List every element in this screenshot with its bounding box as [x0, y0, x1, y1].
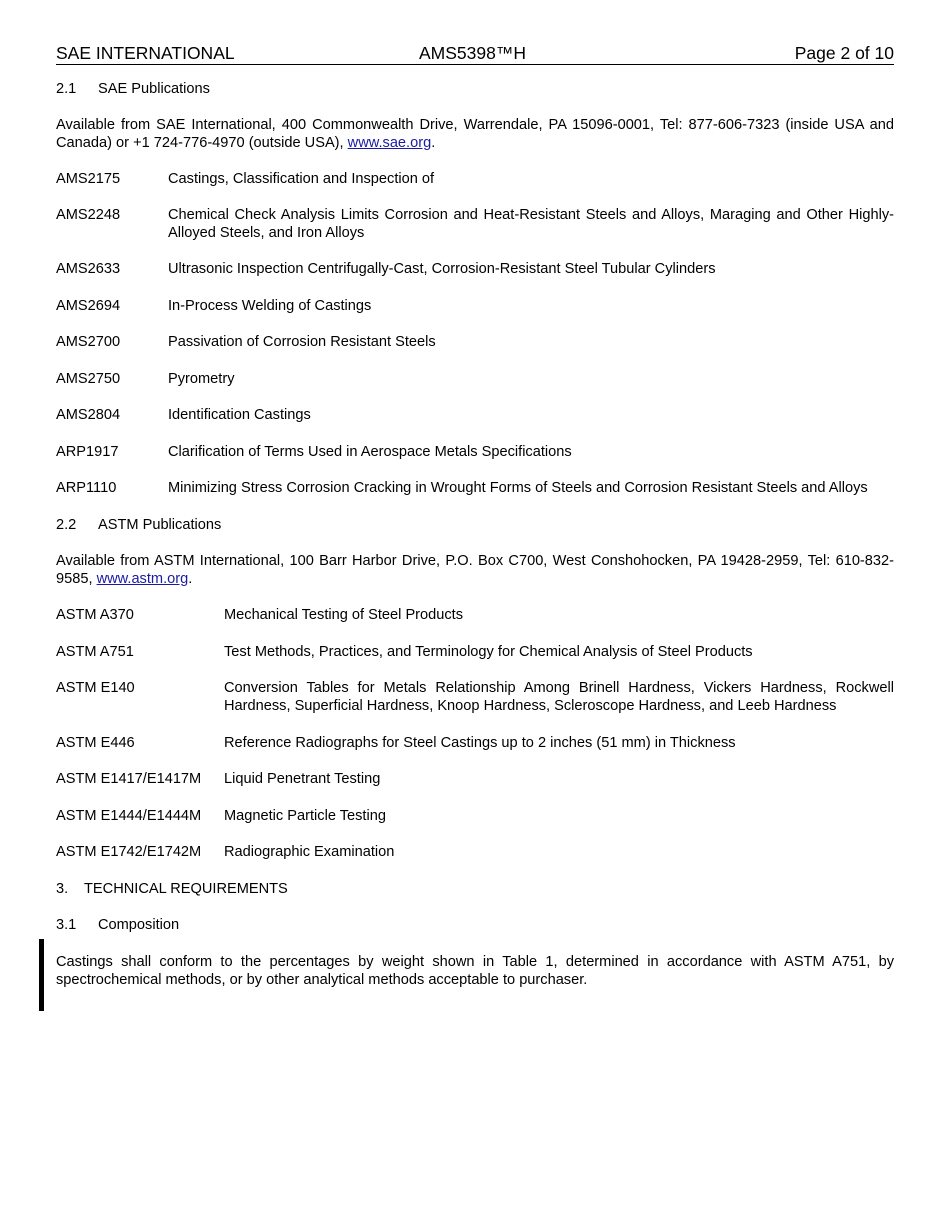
- astm-availability-paragraph: Available from ASTM International, 100 Barr Harbor Drive, P.O. Box C700, West Conshohocken, PA 19428-2959, Tel: 610-832-9585, www.astm.org.: [56, 553, 894, 587]
- reference-title: Magnetic Particle Testing: [224, 807, 386, 824]
- page-header: [56, 43, 894, 65]
- section-2-2-heading: [56, 516, 894, 534]
- reference-code: AMS2175: [56, 171, 121, 187]
- sae-website-link[interactable]: www.sae.org: [347, 135, 432, 151]
- reference-title: Ultrasonic Inspection Centrifugally-Cast, Corrosion-Resistant Steel Tubular Cylinders: [168, 261, 716, 277]
- section-number: 2.1: [56, 81, 77, 97]
- section-title: Composition: [98, 917, 180, 933]
- header-doc-id: AMS5398™H: [419, 43, 526, 63]
- reference-item: [56, 807, 894, 825]
- reference-item: [56, 643, 894, 661]
- reference-title: Identification Castings: [168, 407, 311, 423]
- reference-title: In-Process Welding of Castings: [168, 297, 372, 314]
- reference-code: AMS2694: [56, 297, 121, 314]
- reference-title: Reference Radiographs for Steel Castings up to 2 inches (51 mm) in Thickness: [224, 734, 736, 751]
- reference-item: [56, 370, 894, 388]
- reference-code: ASTM E140: [56, 680, 135, 696]
- section-title: TECHNICAL REQUIREMENTS: [84, 880, 288, 897]
- document-page: [56, 43, 894, 989]
- astm-intro-text: Available from ASTM International, 100 Barr Harbor Drive, P.O. Box C700, West Conshohocken, PA 19428-2959, Tel: 610-832-9585,: [56, 553, 894, 587]
- reference-item: [56, 206, 894, 242]
- reference-title: Liquid Penetrant Testing: [224, 771, 381, 787]
- reference-item: [56, 443, 894, 461]
- section-title: SAE Publications: [98, 81, 210, 97]
- reference-item: [56, 606, 894, 624]
- revision-change-bar: [39, 939, 44, 1011]
- reference-title: Pyrometry: [168, 370, 235, 387]
- reference-code: ARP1110: [56, 480, 117, 496]
- reference-code: AMS2633: [56, 261, 121, 277]
- reference-code: ASTM A370: [56, 607, 134, 623]
- reference-code: ASTM E1742/E1742M: [56, 844, 202, 860]
- section-number: 2.2: [56, 516, 77, 533]
- reference-item: [56, 770, 894, 788]
- section-3-heading: [56, 880, 894, 898]
- reference-title: Conversion Tables for Metals Relationship Among Brinell Hardness, Vickers Hardness, Rockwell Hardness, Superficial Hardness, Knoop Hardness, Scleroscope Hardness, and Leeb Hardness: [224, 680, 894, 714]
- reference-title: Mechanical Testing of Steel Products: [224, 607, 464, 623]
- reference-title: Chemical Check Analysis Limits Corrosion and Heat-Resistant Steels and Alloys, Maraging and Other Highly-Alloyed Steels, and Iron Alloys: [168, 207, 894, 241]
- reference-title: Castings, Classification and Inspection of: [168, 171, 435, 187]
- reference-item: [56, 260, 894, 278]
- reference-code: ASTM E446: [56, 734, 135, 751]
- reference-title: Radiographic Examination: [224, 844, 395, 860]
- reference-code: AMS2700: [56, 334, 121, 350]
- reference-item: [56, 843, 894, 861]
- sae-reference-list: [56, 170, 894, 497]
- reference-code: AMS2248: [56, 207, 121, 223]
- reference-code: ASTM A751: [56, 643, 134, 660]
- reference-title: Clarification of Terms Used in Aerospace Metals Specifications: [168, 443, 572, 460]
- header-page-number: Page 2 of 10: [794, 43, 894, 63]
- reference-title: Passivation of Corrosion Resistant Steels: [168, 334, 436, 350]
- composition-paragraph: Castings shall conform to the percentages by weight shown in Table 1, determined in accordance with ASTM A751, by spectrochemical methods, or by other analytical methods acceptable to purchaser.: [56, 953, 894, 988]
- section-3-1-heading: [56, 916, 894, 934]
- reference-item: [56, 406, 894, 424]
- section-title: ASTM Publications: [98, 516, 222, 533]
- section-number: 3.1: [56, 917, 77, 933]
- section-number: 3.: [56, 880, 69, 897]
- reference-code: AMS2804: [56, 407, 121, 423]
- reference-code: AMS2750: [56, 370, 121, 387]
- astm-website-link[interactable]: www.astm.org: [96, 571, 189, 587]
- header-org: SAE INTERNATIONAL: [56, 43, 235, 63]
- section-2-1-heading: [56, 80, 894, 98]
- reference-item: [56, 333, 894, 351]
- reference-item: [56, 170, 894, 188]
- sae-availability-paragraph: Available from SAE International, 400 Commonwealth Drive, Warrendale, PA 15096-0001, Tel: 877-606-7323 (inside USA and Canada) or +1 724-776-4970 (outside USA), www.sae.org.: [56, 117, 894, 151]
- reference-code: ASTM E1417/E1417M: [56, 771, 202, 787]
- reference-title: Minimizing Stress Corrosion Cracking in Wrought Forms of Steels and Corrosion Resistant Steels and Alloys: [168, 480, 868, 496]
- reference-code: ASTM E1444/E1444M: [56, 807, 202, 824]
- reference-item: [56, 479, 894, 497]
- reference-title: Test Methods, Practices, and Terminology for Chemical Analysis of Steel Products: [224, 643, 753, 660]
- reference-item: [56, 734, 894, 752]
- reference-code: ARP1917: [56, 443, 119, 460]
- astm-reference-list: [56, 606, 894, 861]
- reference-item: [56, 297, 894, 315]
- sae-intro-text: Available from SAE International, 400 Commonwealth Drive, Warrendale, PA 15096-0001, Tel: 877-606-7323 (inside USA and Canada) or +1 724-776-4970 (outside USA),: [56, 117, 894, 151]
- reference-item: [56, 679, 894, 715]
